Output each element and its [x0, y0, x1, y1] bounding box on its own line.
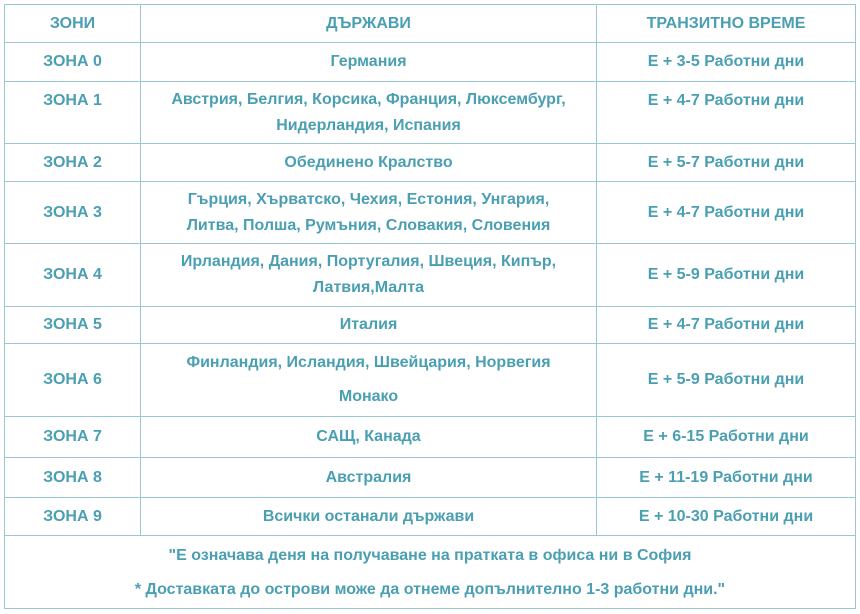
countries-line: Монако — [338, 388, 399, 405]
zone-cell: ЗОНА 2 — [5, 144, 141, 182]
note-line-islands: * Доставката до острови може да отнеме допълнително 1-3 работни дни." — [134, 581, 726, 598]
transit-cell: E + 5-9 Работни дни — [597, 344, 856, 417]
countries-cell — [141, 43, 597, 82]
table-row — [5, 417, 856, 458]
transit-cell: E + 4-7 Работни дни — [597, 307, 856, 344]
countries-line: Всички останали държави — [262, 507, 475, 525]
zone-cell: ЗОНА 8 — [5, 458, 141, 498]
table-row — [5, 307, 856, 344]
table-row — [5, 244, 856, 307]
table-row — [5, 144, 856, 182]
countries-line: Обединено Кралство — [284, 153, 453, 171]
countries-cell — [141, 344, 597, 417]
header-transit: ТРАНЗИТНО ВРЕМЕ — [597, 5, 856, 43]
zone-cell: ЗОНА 1 — [5, 82, 141, 144]
transit-cell: E + 11-19 Работни дни — [597, 458, 856, 498]
table-row — [5, 458, 856, 498]
transit-cell: E + 10-30 Работни дни — [597, 498, 856, 536]
table-row — [5, 43, 856, 82]
transit-cell: E + 6-15 Работни дни — [597, 417, 856, 458]
zone-cell: ЗОНА 0 — [5, 43, 141, 82]
shipping-zones-table — [4, 4, 856, 609]
table-row — [5, 182, 856, 244]
countries-cell — [141, 417, 597, 458]
countries-cell — [141, 182, 597, 244]
countries-line: САЩ, Канада — [316, 428, 421, 445]
countries-line: Литва, Полша, Румъния, Словакия, Словения — [186, 216, 551, 234]
countries-cell — [141, 307, 597, 344]
transit-cell: E + 4-7 Работни дни — [597, 182, 856, 244]
countries-cell — [141, 244, 597, 307]
zone-cell: ЗОНА 7 — [5, 417, 141, 458]
countries-cell — [141, 82, 597, 144]
countries-line: Германия — [330, 53, 407, 70]
zone-cell: ЗОНА 3 — [5, 182, 141, 244]
countries-cell — [141, 144, 597, 182]
countries-cell — [141, 458, 597, 498]
table-header-row — [5, 5, 856, 43]
zone-cell: ЗОНА 9 — [5, 498, 141, 536]
countries-line: Латвия,Малта — [312, 279, 425, 296]
table-row — [5, 498, 856, 536]
countries-line: Австрия, Белгия, Корсика, Франция, Люксембург, — [171, 90, 566, 108]
countries-line: Ирландия, Дания, Португалия, Швеция, Кипър, — [180, 253, 557, 270]
shipping-zones-container — [4, 4, 856, 609]
table-row — [5, 82, 856, 144]
countries-line: Финландия, Исландия, Швейцария, Норвегия — [186, 354, 551, 371]
notes-row — [5, 536, 856, 609]
table-row — [5, 344, 856, 417]
countries-line: Австралия — [325, 468, 412, 486]
zone-cell: ЗОНА 4 — [5, 244, 141, 307]
countries-line: Нидерландия, Испания — [276, 116, 461, 134]
note-line-e-definition: "E означава деня на получаване на пратката в офиса ни в София — [168, 547, 692, 564]
header-zones: ЗОНИ — [5, 5, 141, 43]
transit-cell: E + 4-7 Работни дни — [597, 82, 856, 144]
countries-line: Италия — [339, 316, 398, 333]
zone-cell: ЗОНА 5 — [5, 307, 141, 344]
notes-cell — [5, 536, 856, 609]
header-countries: ДЪРЖАВИ — [141, 5, 597, 43]
countries-cell — [141, 498, 597, 536]
transit-cell: E + 3-5 Работни дни — [597, 43, 856, 82]
zone-cell: ЗОНА 6 — [5, 344, 141, 417]
transit-cell: E + 5-7 Работни дни — [597, 144, 856, 182]
transit-cell: E + 5-9 Работни дни — [597, 244, 856, 307]
countries-line: Гърция, Хърватско, Чехия, Естония, Унгария, — [187, 190, 550, 208]
